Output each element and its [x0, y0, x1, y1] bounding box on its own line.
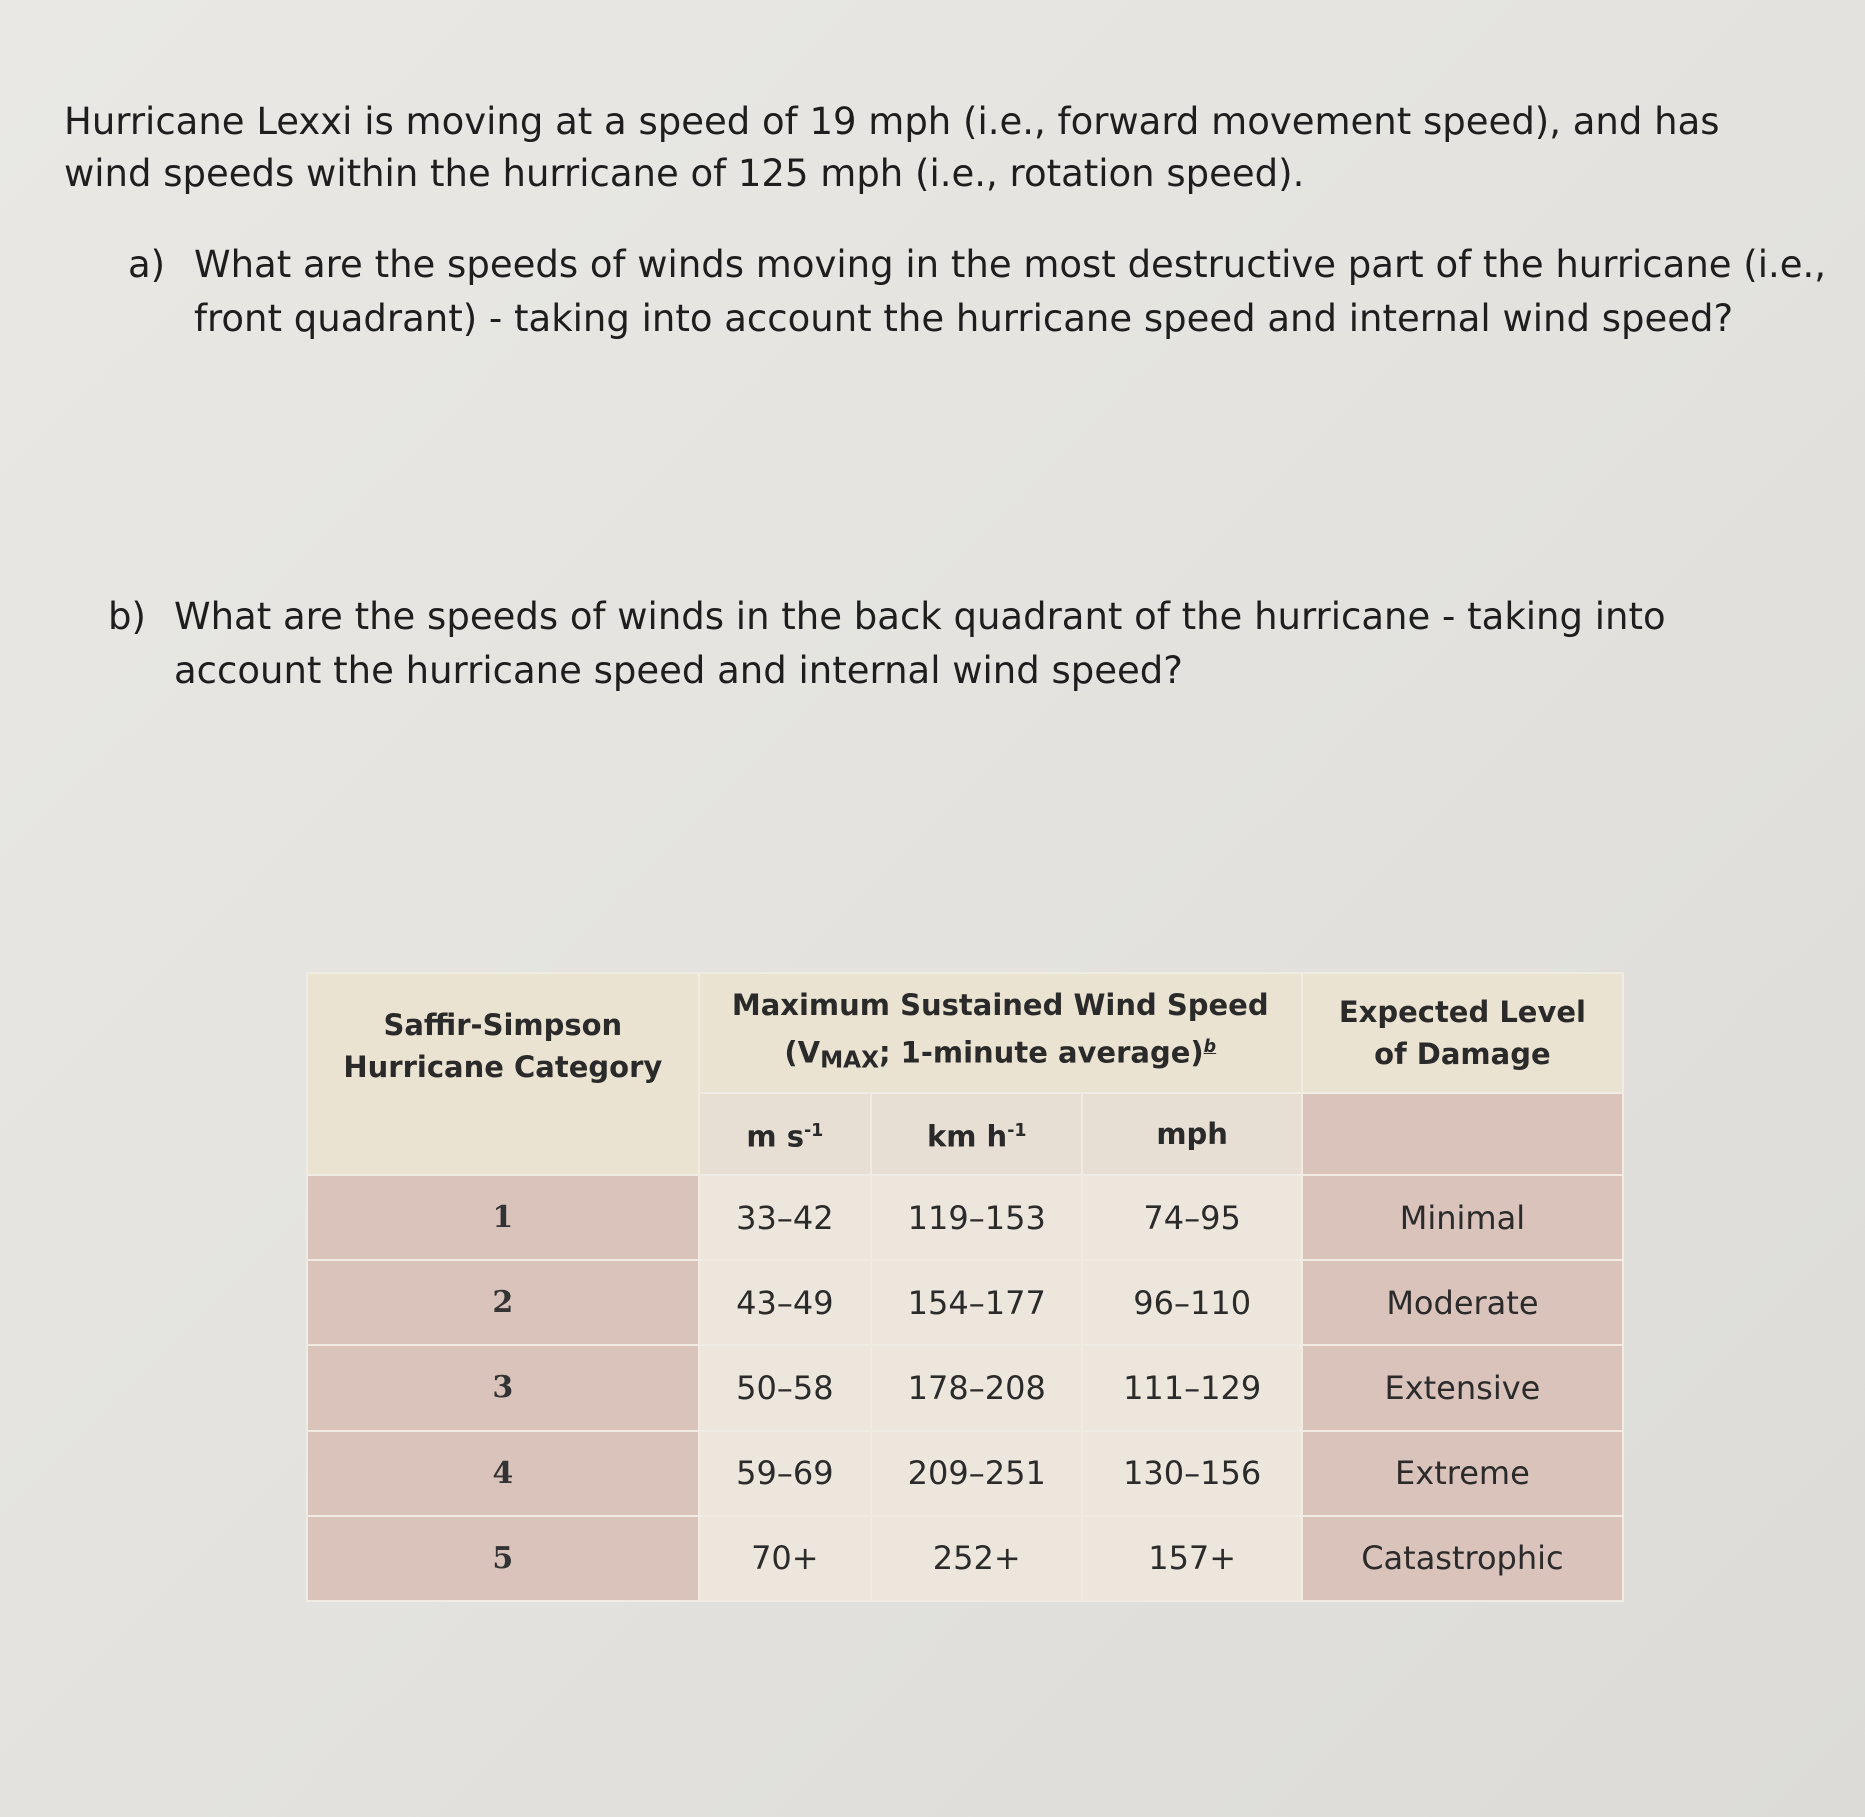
header-wind-line2 — [700, 1026, 1301, 1081]
header-category-line1: Saffir-Simpson — [383, 1008, 623, 1042]
header-wind-open: (V — [784, 1036, 821, 1071]
header-wind-rest: ; 1-minute average) — [878, 1036, 1204, 1071]
question-b — [108, 590, 1748, 698]
category-cell: 1 — [307, 1175, 699, 1260]
ms-cell: 59–69 — [699, 1431, 871, 1516]
category-cell: 5 — [307, 1516, 699, 1601]
unit-mph: mph — [1082, 1093, 1301, 1175]
ms-cell: 43–49 — [699, 1260, 871, 1345]
kmh-cell: 178–208 — [871, 1345, 1083, 1430]
header-category — [307, 973, 699, 1175]
ms-cell: 70+ — [699, 1516, 871, 1601]
table-row — [307, 1516, 1623, 1601]
table-row — [307, 1175, 1623, 1260]
mph-cell: 111–129 — [1082, 1345, 1301, 1430]
category-cell: 4 — [307, 1431, 699, 1516]
problem-statement: Hurricane Lexxi is moving at a speed of 19 mph (i.e., forward movement speed), and has wind speeds within the hurricane of 125 mph (i.e., rotation speed). — [64, 100, 1720, 195]
damage-cell: Extreme — [1302, 1431, 1623, 1516]
header-wind-speed — [699, 973, 1302, 1093]
table-row — [307, 1431, 1623, 1516]
ms-cell: 50–58 — [699, 1345, 871, 1430]
mph-cell: 130–156 — [1082, 1431, 1301, 1516]
unit-kmh: km $h^{-1}$ — [871, 1093, 1083, 1175]
header-damage-line2: of Damage — [1374, 1037, 1551, 1071]
kmh-cell: 119–153 — [871, 1175, 1083, 1260]
header-category-line2: Hurricane Category — [343, 1050, 663, 1084]
damage-cell: Minimal — [1302, 1175, 1623, 1260]
kmh-cell: 252+ — [871, 1516, 1083, 1601]
saffir-simpson-table — [306, 972, 1624, 1602]
category-cell: 2 — [307, 1260, 699, 1345]
damage-cell: Extensive — [1302, 1345, 1623, 1430]
header-wind-sub: MAX — [820, 1046, 879, 1074]
header-wind-line1: Maximum Sustained Wind Speed — [731, 988, 1269, 1023]
unit-damage-blank — [1302, 1093, 1623, 1175]
damage-cell: Moderate — [1302, 1260, 1623, 1345]
header-wind-note: b — [1203, 1037, 1217, 1058]
saffir-simpson-table-container — [306, 972, 1624, 1602]
mph-cell: 157+ — [1082, 1516, 1301, 1601]
question-a-text: What are the speeds of winds moving in the most destructive part of the hurricane (i.e., front quadrant) - taking into account the hurricane speed and internal wind speed? — [194, 243, 1827, 340]
kmh-cell: 154–177 — [871, 1260, 1083, 1345]
kmh-cell: 209–251 — [871, 1431, 1083, 1516]
question-a-letter: a) — [128, 243, 166, 286]
table-row — [307, 1260, 1623, 1345]
header-damage-line1: Expected Level — [1338, 995, 1586, 1029]
ms-cell: 33–42 — [699, 1175, 871, 1260]
category-cell: 3 — [307, 1345, 699, 1430]
mph-cell: 96–110 — [1082, 1260, 1301, 1345]
question-b-text: What are the speeds of winds in the back quadrant of the hurricane - taking into account the hurricane speed and internal wind speed? — [174, 595, 1666, 692]
question-a — [128, 238, 1828, 346]
mph-cell: 74–95 — [1082, 1175, 1301, 1260]
unit-ms: m $s^{-1}$ — [699, 1093, 871, 1175]
damage-cell: Catastrophic — [1302, 1516, 1623, 1601]
table-row — [307, 1345, 1623, 1430]
header-damage — [1302, 973, 1623, 1093]
question-b-letter: b) — [108, 595, 146, 638]
